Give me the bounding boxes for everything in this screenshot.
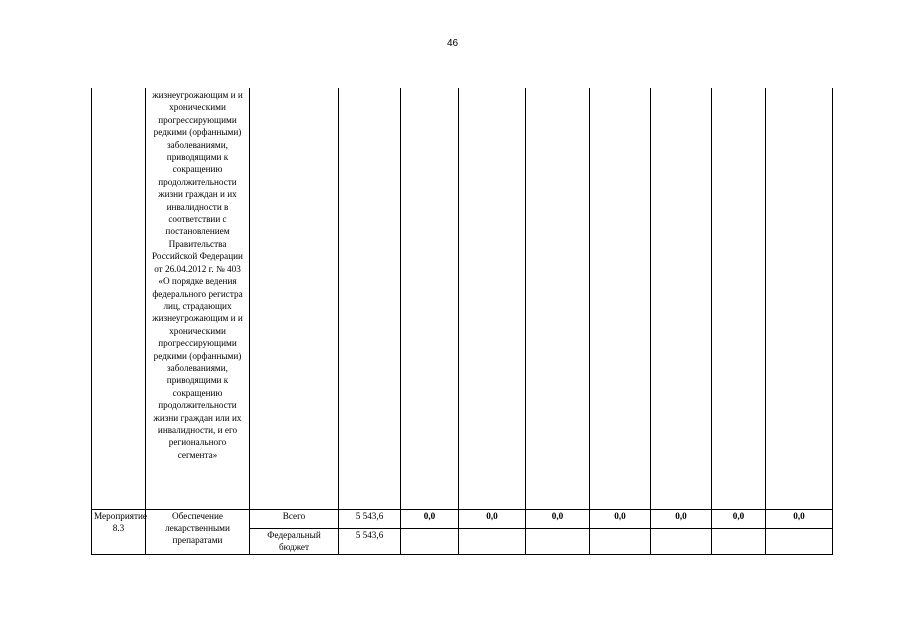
empty-cell xyxy=(401,88,459,509)
empty-cell xyxy=(526,88,590,509)
empty-cell xyxy=(651,88,712,509)
empty-cell xyxy=(712,88,766,509)
empty-cell xyxy=(339,88,401,509)
continuation-code-cell xyxy=(92,88,146,509)
empty-cell xyxy=(766,88,833,509)
table-row xyxy=(92,509,833,528)
year-value xyxy=(651,528,712,554)
year-value xyxy=(526,528,590,554)
funding-total: 5 543,6 xyxy=(339,509,401,528)
continuation-text: жизнеугрожающим и и хроническими прогрессирующими редкими (орфанными) заболеваниями, приводящими к сокращению продолжительности жизни граждан и их инвалидности в соответствии с постановлением Правительства Российской Федерации от 26.04.2012 г. № 403 «О порядке ведения федерального регистра лиц, страдающих жизнеугрожающим и и хроническими прогрессирующими редкими (орфанными) заболеваниями, приводящими к сокращению продолжительности жизни граждан или их инвалидности, и его регионального сегмента» xyxy=(152,90,243,460)
year-value: 0,0 xyxy=(459,509,526,528)
empty-cell xyxy=(459,88,526,509)
year-value: 0,0 xyxy=(712,509,766,528)
year-value: 0,0 xyxy=(651,509,712,528)
continuation-row xyxy=(92,88,833,509)
continuation-name-cell xyxy=(146,88,250,509)
year-value xyxy=(712,528,766,554)
year-value: 0,0 xyxy=(766,509,833,528)
funding-source: Всего xyxy=(250,509,339,528)
funding-table xyxy=(91,88,833,555)
page-number: 46 xyxy=(446,38,459,49)
year-value: 0,0 xyxy=(590,509,651,528)
funding-source: Федеральный бюджет xyxy=(250,528,339,554)
year-value xyxy=(766,528,833,554)
measure-name: Обеспечение лекарственными препаратами xyxy=(146,509,250,554)
measure-code: Мероприятие 8.3 xyxy=(92,509,146,554)
year-value xyxy=(590,528,651,554)
empty-cell xyxy=(250,88,339,509)
year-value: 0,0 xyxy=(401,509,459,528)
funding-total: 5 543,6 xyxy=(339,528,401,554)
empty-cell xyxy=(590,88,651,509)
year-value xyxy=(459,528,526,554)
year-value: 0,0 xyxy=(526,509,590,528)
year-value xyxy=(401,528,459,554)
